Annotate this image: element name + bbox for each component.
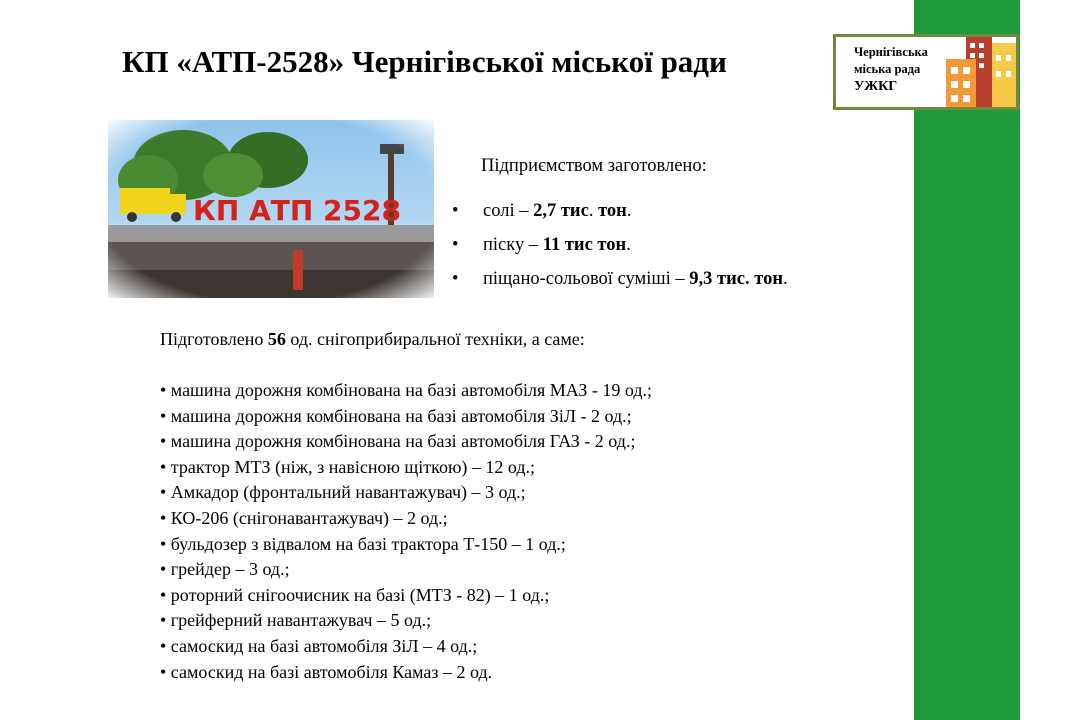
bullet: • <box>452 235 459 255</box>
bullet: • <box>452 201 459 221</box>
list-item: • роторний снігоочисник на базі (МТЗ - 82) – 1 од.; <box>160 584 550 605</box>
logo-line-3: УЖКГ <box>854 79 898 94</box>
list-item: • грейферний навантажувач – 5 од.; <box>160 610 432 631</box>
stock-item-sand: • піску – 11 тис тон. <box>452 230 788 264</box>
bullet: • <box>452 269 459 289</box>
logo-text <box>854 44 928 95</box>
list-item: • КО-206 (снігонавантажувач) – 2 од.; <box>160 507 448 528</box>
stock-item-mixture: • піщано-сольової суміші – 9,3 тис. тон. <box>452 264 788 298</box>
stock-item-salt: • солі – 2,7 тис. тон. <box>452 196 788 230</box>
list-item: • грейдер – 3 од.; <box>160 559 290 580</box>
list-item: • самоскид на базі автомобіля ЗіЛ – 4 од.; <box>160 635 478 656</box>
list-item: • машина дорожня комбінована на базі автомобіля МАЗ - 19 од.; <box>160 380 653 400</box>
list-item: • самоскид на базі автомобіля Камаз – 2 од. <box>160 661 493 682</box>
uzhkg-logo <box>833 34 1019 110</box>
list-item: • машина дорожня комбінована на базі автомобіля ЗіЛ - 2 од.; <box>160 405 632 426</box>
list-item: • машина дорожня комбінована на базі автомобіля ГАЗ - 2 од.; <box>160 431 636 452</box>
list-item: • бульдозер з відвалом на базі трактора Т-150 – 1 од.; <box>160 533 566 554</box>
slide-title: КП «АТП-2528» Чернігівської міської ради <box>122 44 727 79</box>
equipment-intro: Підготовлено 56 од. снігоприбиральної техніки, а саме: <box>160 329 585 349</box>
atp-sign-photo <box>108 120 434 298</box>
equipment-list <box>160 378 652 685</box>
stock-subtitle: Підприємством заготовлено: <box>481 156 707 176</box>
list-item: • трактор МТЗ (ніж, з навісною щіткою) – 12 од.; <box>160 456 536 477</box>
stock-list <box>452 196 788 298</box>
right-margin <box>1020 0 1080 720</box>
list-item: • Амкадор (фронтальний навантажувач) – 3 од.; <box>160 482 526 503</box>
logo-line-2: міська рада <box>854 62 921 76</box>
buildings-icon <box>936 37 1016 110</box>
logo-line-1: Чернігівська <box>854 45 928 59</box>
